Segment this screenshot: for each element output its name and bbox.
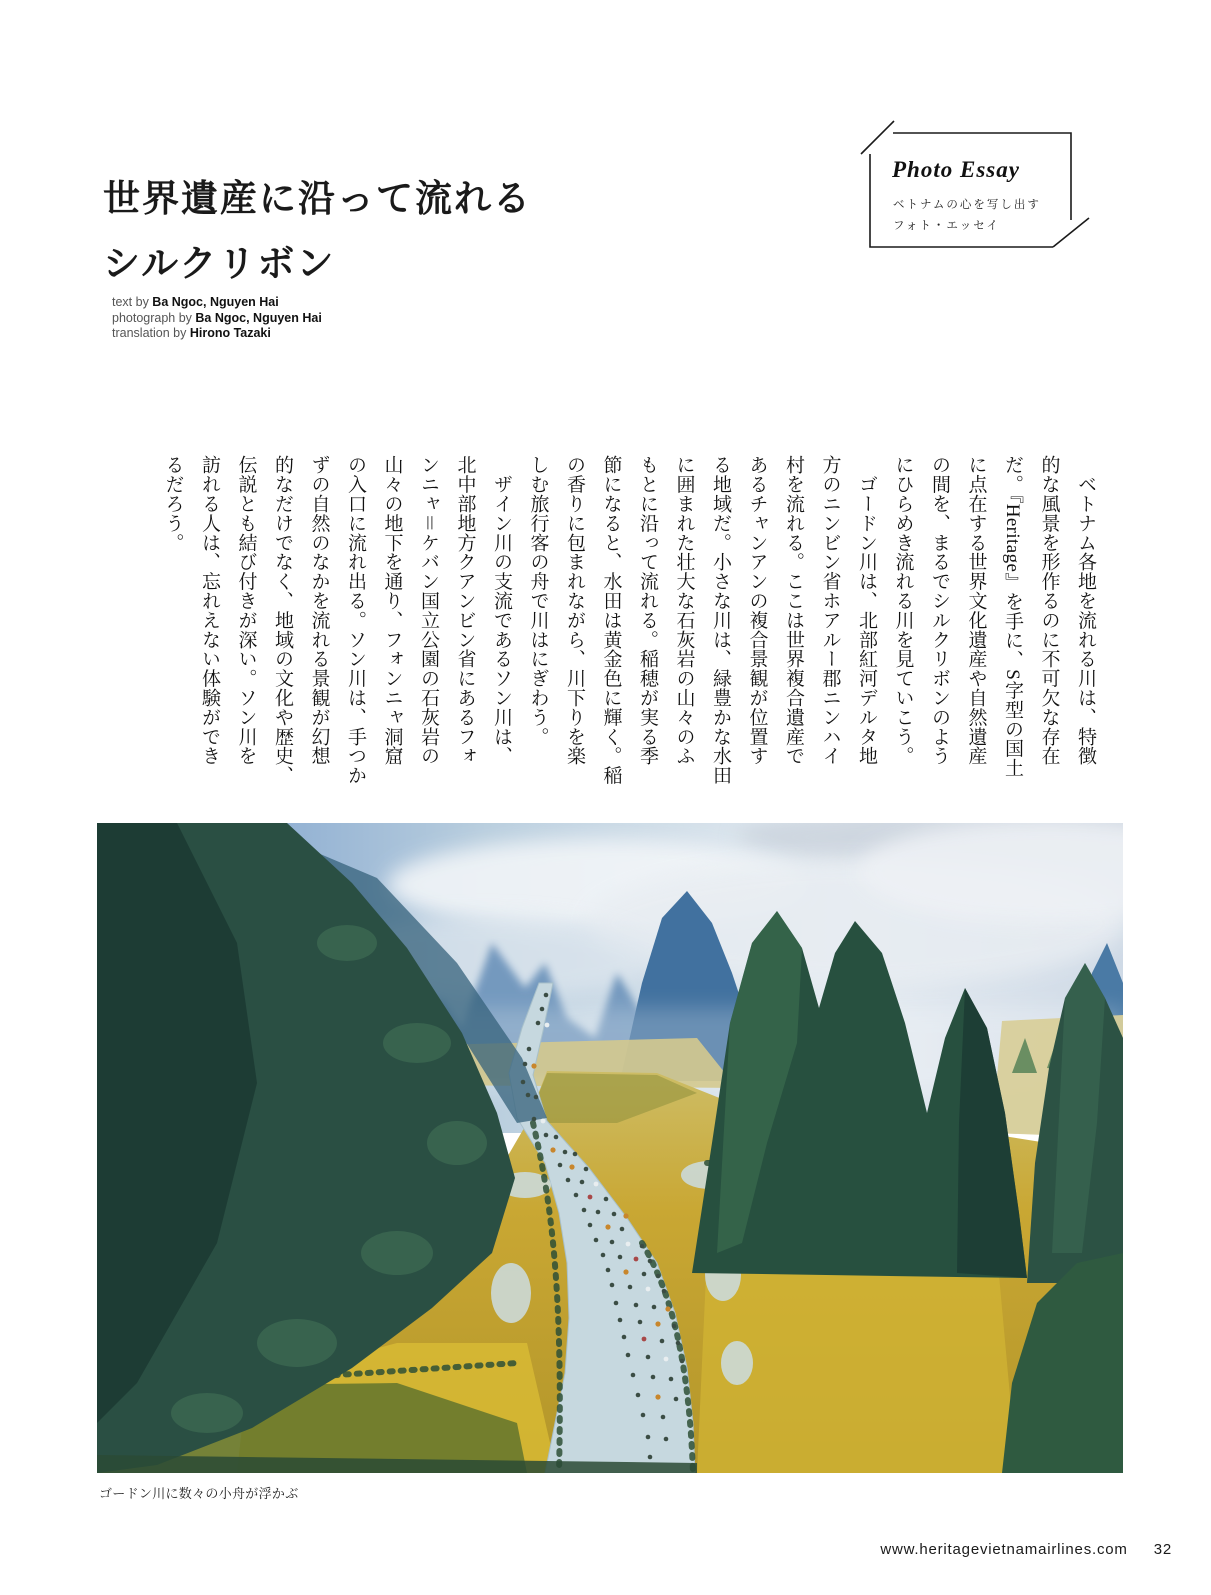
article-column: の入口に流れ出る。ソン川は、手つか [345,455,366,785]
credit-name: Hirono Tazaki [189,326,271,340]
article-column: ザイン川の支流であるソン川は、 [491,455,512,766]
article-column: 的なだけでなく、地域の文化や歴史、 [272,455,293,785]
article-vertical-text [154,455,1103,785]
photo-caption: ゴードン川に数々の小舟が浮かぶ [99,1486,299,1501]
credit-line [112,326,322,342]
credit-line [112,295,322,311]
article-column: る地域だ。小さな川は、緑豊かな水田 [710,455,731,785]
article-column: ゴードン川は、北部紅河デルタ地 [856,455,877,766]
article-column: 的な風景を形作るのに不可欠な存在 [1038,455,1060,766]
article-column: にひらめき流れる川を見ていこう。 [892,455,914,766]
credits-block [112,295,322,342]
page-title-line-1: 世界遺産に沿って流れる [103,178,532,219]
badge-subtitle-line-1: ベトナムの心を写し出す [893,199,1041,211]
article-column: ンニャ＝ケバン国立公園の石灰岩の [418,455,439,766]
landscape-photo [97,823,1123,1473]
article-column: ベトナム各地を流れる川は、特徴 [1075,455,1096,766]
article-column: 北中部地方クアンビン省にあるフォ [454,455,476,766]
article-column: 訪れる人は、忘れえない体験ができ [199,455,220,766]
page-footer [880,1541,1172,1558]
credit-line [112,311,322,327]
article-column: 方のニンビン省ホアルー郡ニンハイ [819,455,841,766]
badge-slash-bottomright [1053,218,1089,247]
footer-page-number: 32 [1153,1541,1172,1558]
article-column: 山々の地下を通り、フォンニャ洞窟 [381,455,403,766]
article-column: あるチャンアンの複合景観が位置す [746,455,768,766]
credit-name: Ba Ngoc, Nguyen Hai [195,310,322,325]
badge-subtitle-line-2: フォト・エッセイ [893,220,1000,232]
article-column: もとに沿って流れる。稲穂が実る季 [637,455,658,766]
credit-label: text by [112,295,153,309]
footer-url: www.heritagevietnamairlines.com [880,1541,1128,1558]
article-column: に囲まれた壮大な石灰岩の山々のふ [673,455,695,766]
article-column: に点在する世界文化遺産や自然遺産 [965,455,987,766]
badge-title: Photo Essay [892,157,1020,182]
credit-label: translation by [112,326,190,340]
article-column: しむ旅行客の舟で川はにぎわう。 [527,455,549,746]
article-column: 伝説とも結び付きが深い。ソン川を [235,455,257,766]
article-column: だ。『Heritage』を手に、S字型の国土 [1002,455,1023,778]
article-column: の間を、まるでシルクリボンのよう [929,455,950,766]
article-column: るだろう。 [162,455,184,552]
article-column: ずの自然のなかを流れる景観が幻想 [308,455,330,766]
page-title-line-2: シルクリボン [103,243,336,284]
article-column: の香りに包まれながら、川下りを楽 [564,455,585,766]
badge-slash-topleft [861,121,894,154]
credit-label: photograph by [112,310,196,325]
credit-name: Ba Ngoc, Nguyen Hai [152,295,279,309]
article-column: 節になると、水田は黄金色に輝く。稲 [600,455,622,785]
article-column: 村を流れる。ここは世界複合遺産で [783,455,804,766]
